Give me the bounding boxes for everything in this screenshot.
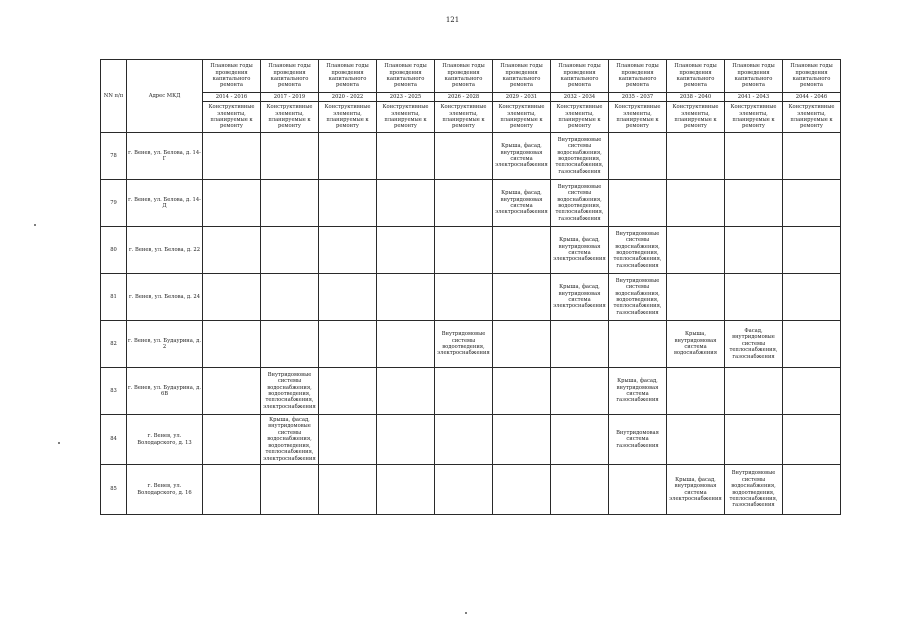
- row-number: 80: [101, 227, 127, 274]
- repair-cell: [551, 465, 609, 515]
- header-period: 2017 - 2019: [261, 93, 319, 102]
- repair-cell: [319, 227, 377, 274]
- repair-cell: [203, 321, 261, 368]
- header-period: 2023 - 2025: [377, 93, 435, 102]
- capital-repair-table: [100, 59, 841, 515]
- repair-cell: [493, 227, 551, 274]
- row-address: г. Венев, ул. Будаурина, д. 2: [127, 321, 203, 368]
- repair-cell: [435, 227, 493, 274]
- header-structural-elements: Конструктивные элементы, планируемые к ремонту: [435, 102, 493, 133]
- repair-cell: [725, 368, 783, 415]
- repair-cell: [493, 415, 551, 465]
- repair-cell: [551, 415, 609, 465]
- row-address: г. Венев, ул. Белова, д. 24: [127, 274, 203, 321]
- repair-cell: [203, 368, 261, 415]
- repair-cell: [203, 274, 261, 321]
- header-planned-years: Плановые годы проведения капитального ремонта: [725, 60, 783, 93]
- row-number: 78: [101, 133, 127, 180]
- repair-cell: [493, 274, 551, 321]
- header-structural-elements: Конструктивные элементы, планируемые к ремонту: [493, 102, 551, 133]
- row-number: 79: [101, 180, 127, 227]
- repair-cell: [667, 274, 725, 321]
- repair-cell: [319, 321, 377, 368]
- repair-cell: [377, 415, 435, 465]
- table-row: [101, 321, 841, 368]
- table-row: [101, 274, 841, 321]
- repair-cell: [319, 180, 377, 227]
- page-number: 121: [445, 16, 460, 24]
- header-planned-years: Плановые годы проведения капитального ремонта: [319, 60, 377, 93]
- header-planned-years: Плановые годы проведения капитального ремонта: [551, 60, 609, 93]
- repair-cell: Крыша, фасад, внутридомовая система электроснабжения: [493, 133, 551, 180]
- repair-cell: [435, 465, 493, 515]
- repair-cell: [377, 133, 435, 180]
- repair-cell: [783, 180, 841, 227]
- repair-cell: Внутридомовые системы водоснабжения, водоотведения, теплоснабжения, газоснабжения: [725, 465, 783, 515]
- repair-cell: [435, 368, 493, 415]
- row-number: 85: [101, 465, 127, 515]
- header-planned-years: Плановые годы проведения капитального ремонта: [261, 60, 319, 93]
- repair-cell: [435, 180, 493, 227]
- header-structural-elements: Конструктивные элементы, планируемые к ремонту: [377, 102, 435, 133]
- repair-cell: [783, 274, 841, 321]
- repair-cell: Крыша, фасад, внутридомовая система электроснабжения: [551, 274, 609, 321]
- row-address: г. Венев, ул. Володарского, д. 16: [127, 465, 203, 515]
- repair-cell: [725, 133, 783, 180]
- repair-cell: [319, 274, 377, 321]
- repair-cell: [377, 368, 435, 415]
- row-address: г. Венев, ул. Будаурина, д. 6В: [127, 368, 203, 415]
- repair-cell: [551, 321, 609, 368]
- row-address: г. Венев, ул. Володарского, д. 13: [127, 415, 203, 465]
- repair-cell: [725, 227, 783, 274]
- header-planned-years: Плановые годы проведения капитального ремонта: [783, 60, 841, 93]
- header-period: 2029 - 2031: [493, 93, 551, 102]
- repair-cell: [783, 227, 841, 274]
- repair-cell: [667, 133, 725, 180]
- repair-cell: Внутридомовые системы водоснабжения, водоотведения, теплоснабжения, электроснабжения: [261, 368, 319, 415]
- header-planned-years: Плановые годы проведения капитального ремонта: [435, 60, 493, 93]
- repair-cell: [725, 274, 783, 321]
- repair-cell: Крыша, фасад, внутридомовая система газоснабжения: [609, 368, 667, 415]
- row-address: г. Венев, ул. Белова, д. 14-Г: [127, 133, 203, 180]
- row-number: 83: [101, 368, 127, 415]
- repair-cell: [319, 465, 377, 515]
- repair-cell: [609, 321, 667, 368]
- scan-dot: [34, 224, 36, 226]
- repair-cell: [725, 180, 783, 227]
- repair-cell: Фасад, внутридомовые системы теплоснабжения, газоснабжения: [725, 321, 783, 368]
- header-structural-elements: Конструктивные элементы, планируемые к ремонту: [319, 102, 377, 133]
- repair-cell: Крыша, фасад, внутридомовая система электроснабжения: [667, 465, 725, 515]
- row-number: 81: [101, 274, 127, 321]
- repair-cell: [493, 321, 551, 368]
- repair-cell: [667, 227, 725, 274]
- repair-cell: [377, 321, 435, 368]
- repair-cell: [261, 321, 319, 368]
- header-period: 2032 - 2034: [551, 93, 609, 102]
- repair-cell: Внутридомовые системы водоснабжения, водоотведения, теплоснабжения, газоснабжения: [551, 133, 609, 180]
- repair-cell: [203, 465, 261, 515]
- repair-cell: [609, 465, 667, 515]
- scan-dot: [58, 442, 60, 444]
- repair-cell: [609, 133, 667, 180]
- repair-cell: Крыша, фасад, внутридомовая система электроснабжения: [493, 180, 551, 227]
- repair-cell: [261, 227, 319, 274]
- header-structural-elements: Конструктивные элементы, планируемые к ремонту: [667, 102, 725, 133]
- repair-cell: [319, 133, 377, 180]
- repair-cell: [261, 133, 319, 180]
- row-number: 82: [101, 321, 127, 368]
- table-row: [101, 368, 841, 415]
- repair-cell: Крыша, внутридомовая система водоснабжения: [667, 321, 725, 368]
- repair-cell: Крыша, фасад, внутридомовые системы водоснабжения, водоотведения, теплоснабжения, электроснабжения: [261, 415, 319, 465]
- repair-cell: Внутридомовые системы водоснабжения, водоотведения, теплоснабжения, газоснабжения: [551, 180, 609, 227]
- header-period: 2035 - 2037: [609, 93, 667, 102]
- repair-cell: [435, 274, 493, 321]
- header-planned-years: Плановые годы проведения капитального ремонта: [667, 60, 725, 93]
- repair-cell: [783, 368, 841, 415]
- repair-cell: [783, 465, 841, 515]
- repair-cell: Внутридомовые системы водоснабжения, водоотведения, теплоснабжения, газоснабжения: [609, 227, 667, 274]
- header-structural-elements: Конструктивные элементы, планируемые к ремонту: [261, 102, 319, 133]
- table-row: [101, 465, 841, 515]
- repair-cell: [203, 415, 261, 465]
- header-planned-years: Плановые годы проведения капитального ремонта: [609, 60, 667, 93]
- header-period: 2026 - 2028: [435, 93, 493, 102]
- repair-cell: [783, 321, 841, 368]
- repair-cell: [435, 415, 493, 465]
- header-nn: NN п/п: [101, 60, 127, 133]
- repair-cell: [203, 133, 261, 180]
- repair-cell: Внутридомовая система газоснабжения: [609, 415, 667, 465]
- header-period: 2041 - 2043: [725, 93, 783, 102]
- table-row: [101, 227, 841, 274]
- header-structural-elements: Конструктивные элементы, планируемые к ремонту: [783, 102, 841, 133]
- repair-cell: [667, 368, 725, 415]
- repair-cell: [667, 415, 725, 465]
- header-period: 2014 - 2016: [203, 93, 261, 102]
- repair-cell: [725, 415, 783, 465]
- header-structural-elements: Конструктивные элементы, планируемые к ремонту: [609, 102, 667, 133]
- repair-cell: Внутридомовые системы водоотведения, электроснабжения: [435, 321, 493, 368]
- repair-cell: [435, 133, 493, 180]
- header-period: 2038 - 2040: [667, 93, 725, 102]
- header-planned-years: Плановые годы проведения капитального ремонта: [493, 60, 551, 93]
- repair-cell: [551, 368, 609, 415]
- repair-cell: [783, 415, 841, 465]
- repair-cell: [377, 227, 435, 274]
- header-structural-elements: Конструктивные элементы, планируемые к ремонту: [725, 102, 783, 133]
- header-structural-elements: Конструктивные элементы, планируемые к ремонту: [551, 102, 609, 133]
- header-address: Адрес МКД: [127, 60, 203, 133]
- repair-cell: [377, 274, 435, 321]
- repair-cell: [261, 180, 319, 227]
- repair-cell: [377, 180, 435, 227]
- repair-cell: [783, 133, 841, 180]
- repair-cell: [377, 465, 435, 515]
- header-period: 2044 - 2046: [783, 93, 841, 102]
- repair-cell: [319, 368, 377, 415]
- repair-cell: [493, 368, 551, 415]
- repair-cell: [319, 415, 377, 465]
- header-period: 2020 - 2022: [319, 93, 377, 102]
- table-row: [101, 415, 841, 465]
- repair-cell: [493, 465, 551, 515]
- header-planned-years: Плановые годы проведения капитального ремонта: [203, 60, 261, 93]
- repair-cell: [203, 227, 261, 274]
- repair-cell: [667, 180, 725, 227]
- table-row: [101, 133, 841, 180]
- repair-cell: [203, 180, 261, 227]
- scan-dot: [465, 612, 467, 614]
- header-planned-years: Плановые годы проведения капитального ремонта: [377, 60, 435, 93]
- repair-cell: [261, 465, 319, 515]
- repair-cell: Крыша, фасад, внутридомовая система электроснабжения: [551, 227, 609, 274]
- header-structural-elements: Конструктивные элементы, планируемые к ремонту: [203, 102, 261, 133]
- row-number: 84: [101, 415, 127, 465]
- repair-cell: [609, 180, 667, 227]
- repair-cell: Внутридомовые системы водоснабжения, водоотведения, теплоснабжения, газоснабжения: [609, 274, 667, 321]
- row-address: г. Венев, ул. Белова, д. 14-Д: [127, 180, 203, 227]
- row-address: г. Венев, ул. Белова, д. 22: [127, 227, 203, 274]
- table-row: [101, 180, 841, 227]
- repair-cell: [261, 274, 319, 321]
